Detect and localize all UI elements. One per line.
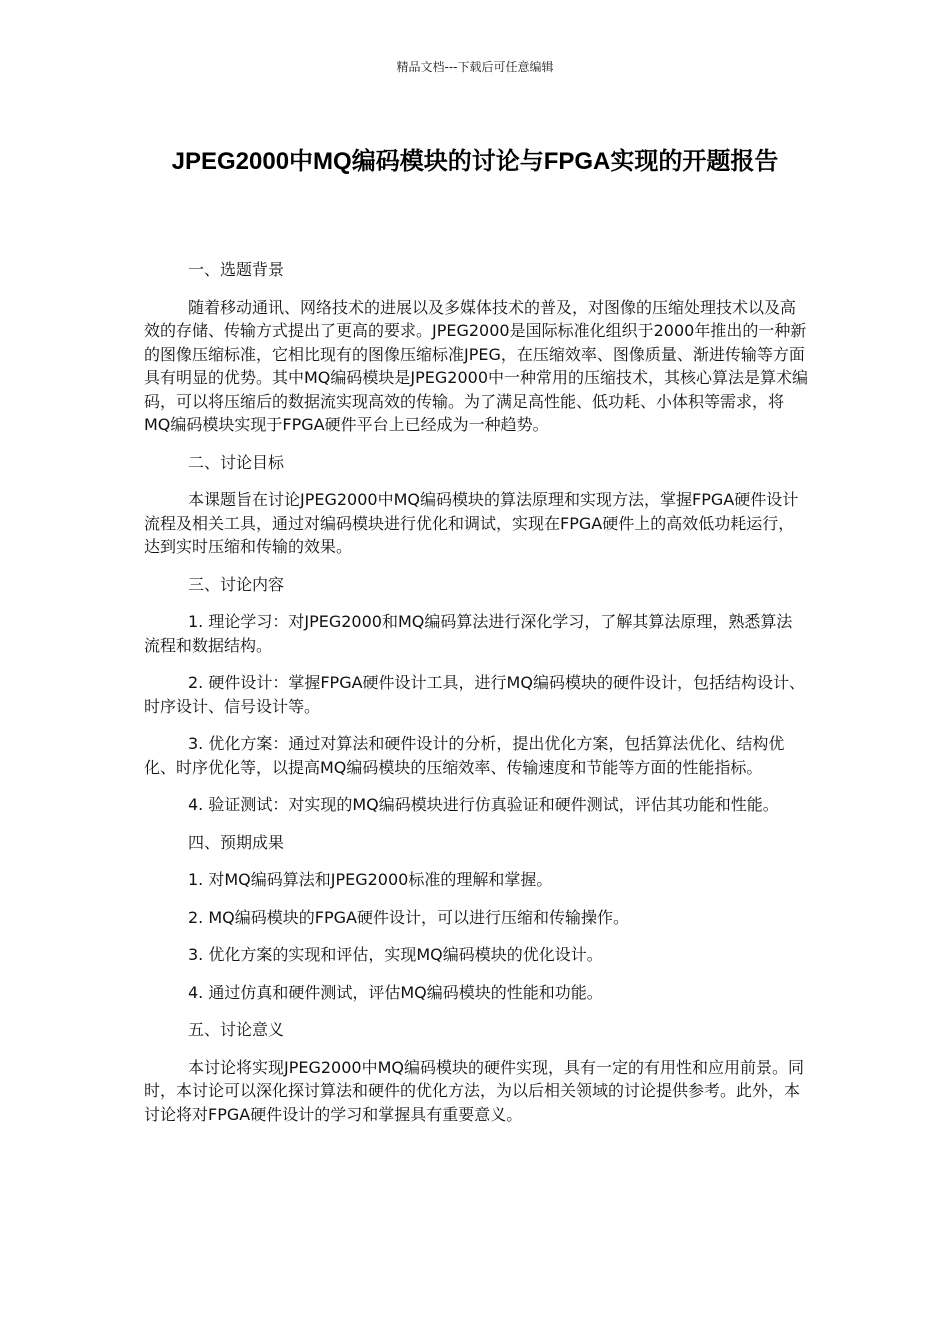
section-heading-significance: 五、讨论意义: [188, 1020, 285, 1039]
section-heading-background: 一、选题背景: [188, 260, 285, 279]
content-item-4: 4. 验证测试：对实现的MQ编码模块进行仿真验证和硬件测试，评估其功能和性能。: [188, 795, 779, 814]
section-heading-outcomes: 四、预期成果: [188, 832, 285, 852]
outcome-item-3: 3. 优化方案的实现和评估，实现MQ编码模块的优化设计。: [188, 945, 603, 964]
outcome-item-1: 1. 对MQ编码算法和JPEG2000标准的理解和掌握。: [188, 870, 553, 889]
paragraph-significance: 本讨论将实现JPEG2000中MQ编码模块的硬件实现，具有一定的有用性和应用前景。同时，本讨论可以深化探讨算法和硬件的优化方法，为以后相关领域的讨论提供参考。此外，本讨论将对FPGA硬件设计的学习和掌握具有重要意义。: [144, 1057, 804, 1124]
section-heading-content: 三、讨论内容: [188, 574, 285, 594]
outcome-item-4: 4. 通过仿真和硬件测试，评估MQ编码模块的性能和功能。: [188, 982, 603, 1002]
page-header: 精品文档---下载后可任意编辑: [396, 60, 554, 74]
outcome-item-2: 2. MQ编码模块的FPGA硬件设计，可以进行压缩和传输操作。: [188, 907, 629, 927]
content-item-3: 3. 优化方案：通过对算法和硬件设计的分析，提出优化方案，包括算法优化、结构优化、时序优化等，以提高MQ编码模块的压缩效率、传输速度和节能等方面的性能指标。: [144, 734, 785, 777]
paragraph-background: 随着移动通讯、网络技术的进展以及多媒体技术的普及，对图像的压缩处理技术以及高效的存储、传输方式提出了更高的要求。JPEG2000是国际标准化组织于2000年推出的一种新的图像压缩标准，它相比现有的图像压缩标准JPEG，在压缩效率、图像质量、渐进传输等方面具有明显的优势。其中MQ编码模块是JPEG2000中一种常用的压缩技术，其核心算法是算术编码，可以将压缩后的数据流实现高效的传输。为了满足高性能、低功耗、小体积等需求，将MQ编码模块实现于FPGA硬件平台上已经成为一种趋势。: [144, 297, 808, 434]
document-body: [144, 258, 808, 1140]
content-item-1: 1. 理论学习：对JPEG2000和MQ编码算法进行深化学习，了解其算法原理，熟悉算法流程和数据结构。: [144, 612, 793, 655]
document-title: JPEG2000中MQ编码模块的讨论与FPGA实现的开题报告: [171, 148, 779, 175]
content-item-2: 2. 硬件设计：掌握FPGA硬件设计工具，进行MQ编码模块的硬件设计，包括结构设计、时序设计、信号设计等。: [144, 673, 805, 716]
section-heading-goals: 二、讨论目标: [188, 452, 285, 472]
paragraph-goals: 本课题旨在讨论JPEG2000中MQ编码模块的算法原理和实现方法，掌握FPGA硬件设计流程及相关工具，通过对编码模块进行优化和调试，实现在FPGA硬件上的高效低功耗运行，达到实时压缩和传输的效果。: [144, 490, 799, 556]
